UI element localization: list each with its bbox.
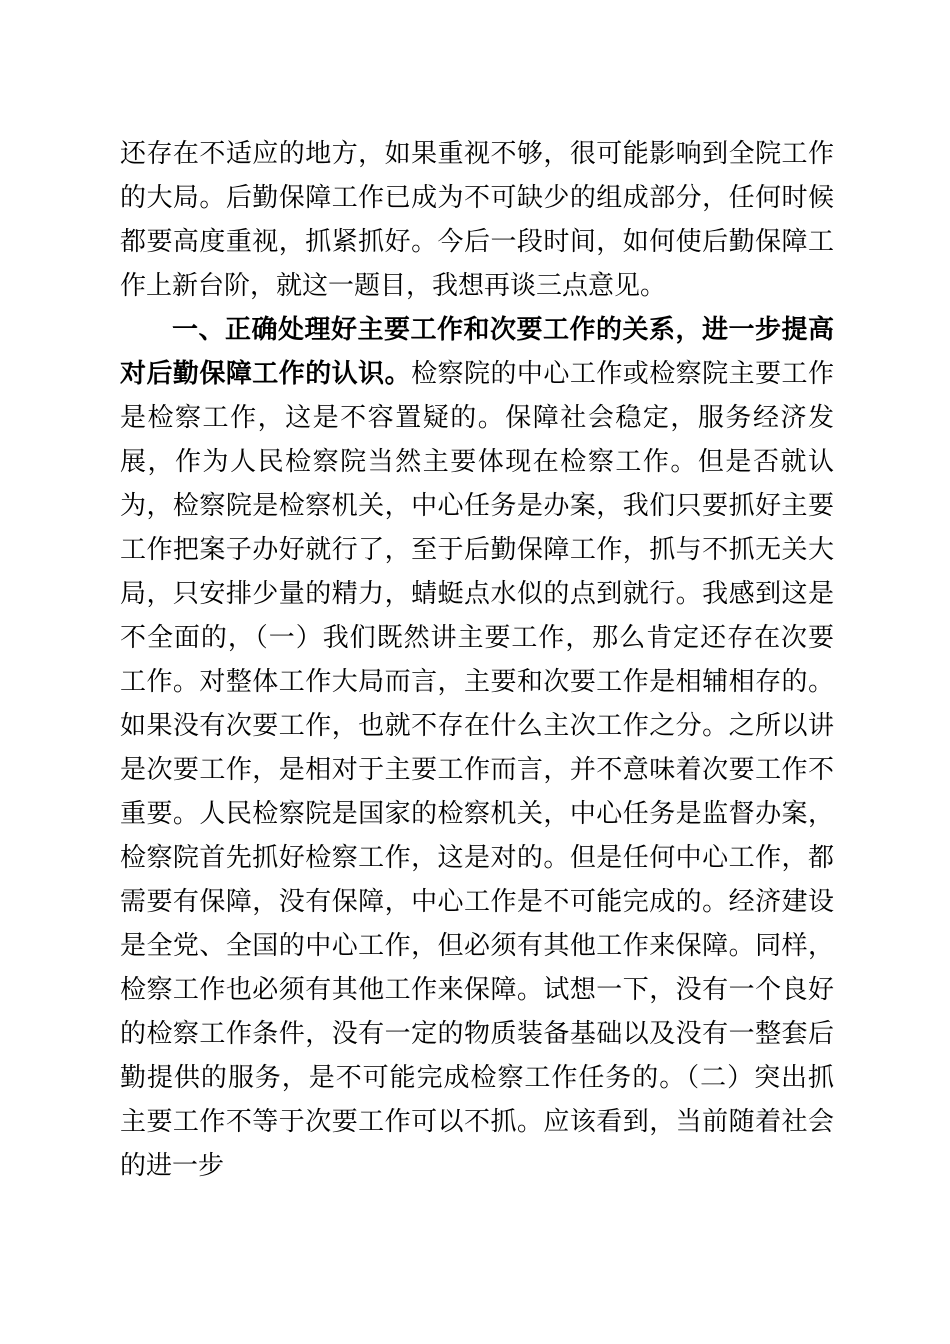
paragraph-run: 还存在不适应的地方，如果重视不够，很可能影响到全院工作的大局。后勤保障工作已成为不可缺少的组成部分，任何时候都要高度重视，抓紧抓好。今后一段时间，如何使后勤保障工作上新台阶，就这一题目，我想再谈三点意见。	[120, 139, 834, 300]
document-body	[120, 132, 834, 1188]
paragraph-continuation	[120, 132, 834, 308]
paragraph-run: 检察院的中心工作或检察院主要工作是检察工作，这是不容置疑的。保障社会稳定，服务经济发展，作为人民检察院当然主要体现在检察工作。但是否就认为，检察院是检察机关，中心任务是办案，我们只要抓好主要工作把案子办好就行了，至于后勤保障工作，抓与不抓无关大局，只安排少量的精力，蜻蜓点水似的点到就行。我感到这是不全面的，（一）我们既然讲主要工作，那么肯定还存在次要工作。对整体工作大局而言，主要和次要工作是相辅相存的。如果没有次要工作，也就不存在什么主次工作之分。之所以讲是次要工作，是相对于主要工作而言，并不意味着次要工作不重要。人民检察院是国家的检察机关，中心任务是监督办案，检察院首先抓好检察工作，这是对的。但是任何中心工作，都需要有保障，没有保障，中心工作是不可能完成的。经济建设是全党、全国的中心工作，但必须有其他工作来保障。同样，检察工作也必须有其他工作来保障。试想一下，没有一个良好的检察工作条件，没有一定的物质装备基础以及没有一整套后勤提供的服务，是不可能完成检察工作任务的。（二）突出抓主要工作不等于次要工作可以不抓。应该看到，当前随着社会的进一步	[120, 359, 834, 1180]
paragraph-section-one	[120, 308, 834, 1188]
paragraph-run-bold: 一、正确处理好主要工作和次要工作的关系，进一步提高对后勤保障工作的认识。	[120, 315, 834, 388]
